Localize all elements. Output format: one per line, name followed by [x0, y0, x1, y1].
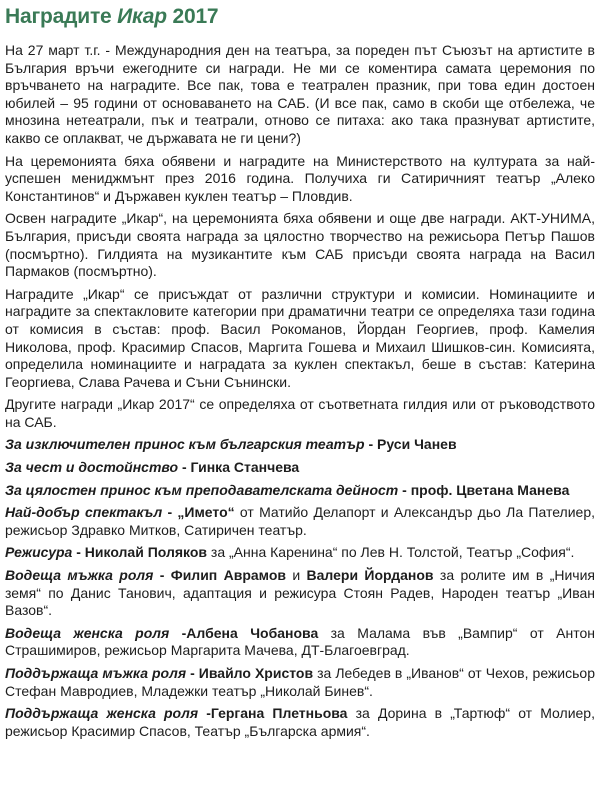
article-title	[5, 4, 595, 29]
text-run: Гинка Станчева	[190, 459, 300, 476]
text-run: -	[364, 436, 378, 453]
article-body	[5, 42, 595, 740]
award-paragraph	[5, 544, 595, 562]
award-paragraph	[5, 665, 595, 700]
body-paragraph	[5, 153, 595, 206]
text-run: Режисура	[5, 544, 73, 561]
text-run: За чест и достойнство	[5, 459, 179, 476]
text-run: Наградите „Икар“ се присъждат от различни структури и комисии. Номинациите и наградите за спектакловите категории при драматични театри се определяха тази година от комисия в състав: проф. Васил Рокоманов, Йордан Георгиев, проф. Камелия Николова, проф. Красимир Спасов, Маргита Гошева и Михаил Шишков-син. Комисията, определила номинациите и наградата за куклен спектакъл, беше в състав: Катерина Георгиева, Слава Рачева и Съни Сънински.	[5, 285, 595, 390]
award-paragraph	[5, 705, 595, 740]
text-run: за Дорина в „Тартюф“ от Молиер, режисьор Красимир Спасов, Театър „Българска армия“.	[5, 705, 595, 739]
text-run: Водеща мъжка роля	[5, 567, 154, 584]
text-run: проф. Цветана Манева	[410, 481, 570, 498]
body-paragraph	[5, 286, 595, 392]
body-paragraph	[5, 396, 595, 431]
text-run: -	[398, 481, 411, 498]
text-run: от Матийо Делапорт и Александър дьо Ла Пателиер, режисьор Здравко Митков, Сатиричен театър.	[5, 504, 596, 538]
text-run: Валери Йорданов	[306, 567, 434, 584]
text-run: за Малама във „Вампир“ от Антон Страшимиров, режисьор Маргарита Мачева, ДТ-Благоевград.	[5, 624, 595, 659]
text-run: Най-добър спектакъл	[5, 504, 163, 521]
text-run: - Ивайло Христов	[186, 665, 314, 681]
text-run: За цялостен принос към преподавателската дейност	[5, 481, 399, 498]
title-text: Наградите	[5, 5, 118, 28]
body-paragraph	[5, 210, 595, 280]
title-italic-text: Икар	[117, 5, 167, 28]
text-run: -Албена Чобанова	[169, 624, 319, 641]
text-run: за „Анна Каренина“ по Лев Н. Толстой, Театър „София“.	[207, 544, 575, 561]
text-run: - „Името“	[162, 504, 235, 521]
text-run: Освен наградите „Икар“, на церемонията бяха обявени и още две награди. АКТ-УНИМА, България, присъди своята награда за цялостно творчество на режисьора Петър Пашов (посмъртно). Гилдията на музикантите към САБ присъди своята награда на Васил Пармаков (посмъртно).	[5, 210, 595, 280]
award-paragraph	[5, 436, 595, 454]
text-run: Другите награди „Икар 2017“ се определяха от съответната гилдия или от ръководството на САБ.	[5, 396, 595, 430]
award-paragraph	[5, 625, 595, 660]
text-run: Поддържаща мъжка роля	[5, 665, 187, 681]
text-run: Руси Чанев	[377, 436, 457, 453]
award-paragraph	[5, 459, 595, 477]
text-run: и	[286, 567, 307, 584]
text-run: Водеща женска роля	[5, 624, 170, 641]
text-run: - Филип Аврамов	[153, 567, 286, 584]
text-run: Поддържаща женска роля	[5, 705, 199, 722]
text-run: - Николай Поляков	[72, 544, 208, 561]
title-year-text: 2017	[166, 5, 219, 28]
text-run: за ролите им в „Ничия земя“ по Данис Танович, адаптация и режисура Стоян Радев, Народен театър „Иван Вазов“.	[5, 567, 595, 619]
body-paragraph	[5, 42, 595, 148]
text-run: -Гергана Плетньова	[198, 705, 348, 722]
award-paragraph	[5, 504, 595, 539]
award-paragraph	[5, 482, 595, 500]
text-run: -	[178, 459, 191, 476]
text-run: За изключителен принос към българския театър	[5, 436, 365, 453]
text-run: за Лебедев в „Иванов“ от Чехов, режисьор Стефан Мавродиев, Младежки театър „Николай Бинев“.	[5, 665, 595, 699]
award-paragraph	[5, 567, 595, 620]
text-run: На церемонията бяха обявени и наградите на Министерството на културата за най-успешен мениджмънт през 2016 година. Получиха ги Сатиричният театър „Алеко Константинов“ и Държавен куклен театър – Пловдив.	[5, 152, 595, 204]
text-run: На 27 март т.г. - Международния ден на театъра, за пореден път Съюзът на артистите в България връчи ежегодните си награди. Не ми се коментира самата церемония по връчването на наградите. Все пак, това е театрален празник, при това един достоен юбилей – 95 години от основаването на САБ. (И все пак, само в скоби ще отбележа, че мнозина нетеатрали, пък и театрали, отново се питаха: ако така празнуват артистите, какво се оплакват, че държавата не ги цени?)	[5, 42, 595, 146]
